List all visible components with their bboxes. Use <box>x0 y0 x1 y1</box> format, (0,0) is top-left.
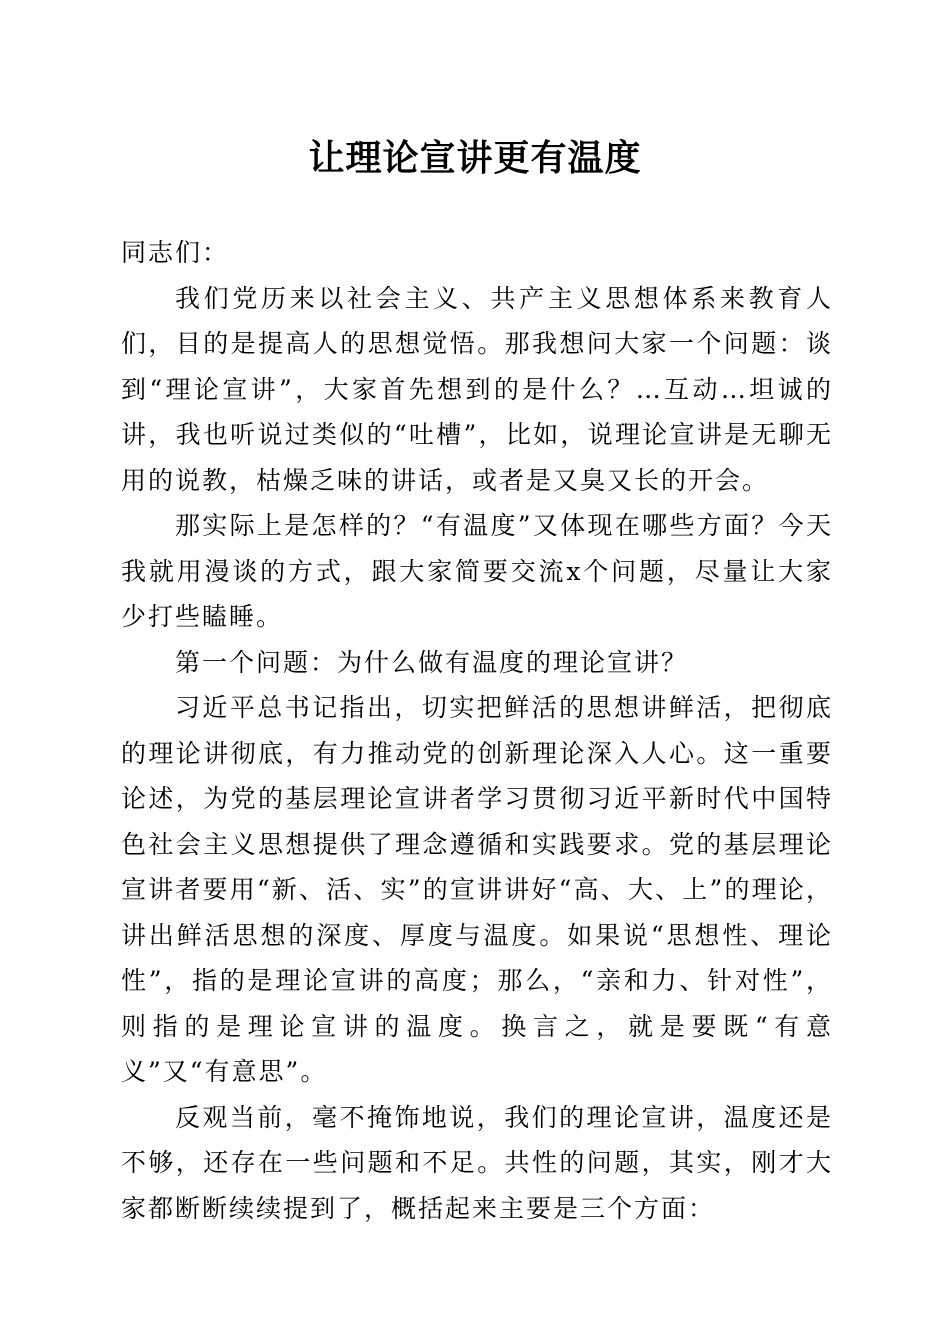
paragraph-approach: 那实际上是怎样的？“有温度”又体现在哪些方面？今天我就用漫谈的方式，跟大家简要交流x个问题，尽量让大家少打些瞌睡。 <box>121 511 833 631</box>
salutation: 同志们： <box>121 238 230 267</box>
document-title: 让理论宣讲更有温度 <box>308 137 642 179</box>
paragraph-xi-quote: 习近平总书记指出，切实把鲜活的思想讲鲜活，把彻底的理论讲彻底，有力推动党的创新理论深入人心。这一重要论述，为党的基层理论宣讲者学习贯彻习近平新时代中国特色社会主义思想提供了理念遵循和实践要求。党的基层理论宣讲者要用“新、活、实”的宣讲讲好“高、大、上”的理论，讲出鲜活思想的深度、厚度与温度。如果说“思想性、理论性”，指的是理论宣讲的高度；那么，“亲和力、针对性”，则指的是理论宣讲的温度。换言之，就是要既“有意义”又“有意思”。 <box>121 693 833 1086</box>
paragraph-intro: 我们党历来以社会主义、共产主义思想体系来教育人们，目的是提高人的思想觉悟。那我想问大家一个问题：谈到“理论宣讲”，大家首先想到的是什么？…互动…坦诚的讲，我也听说过类似的“吐槽”，比如，说理论宣讲是无聊无用的说教，枯燥乏味的讲话，或者是又臭又长的开会。 <box>121 283 833 495</box>
paragraph-current-issues: 反观当前，毫不掩饰地说，我们的理论宣讲，温度还是不够，还存在一些问题和不足。共性的问题，其实，刚才大家都断断续续提到了，概括起来主要是三个方面： <box>121 1102 833 1223</box>
section-heading-first-question: 第一个问题：为什么做有温度的理论宣讲？ <box>175 647 689 677</box>
document-body <box>121 230 833 1231</box>
